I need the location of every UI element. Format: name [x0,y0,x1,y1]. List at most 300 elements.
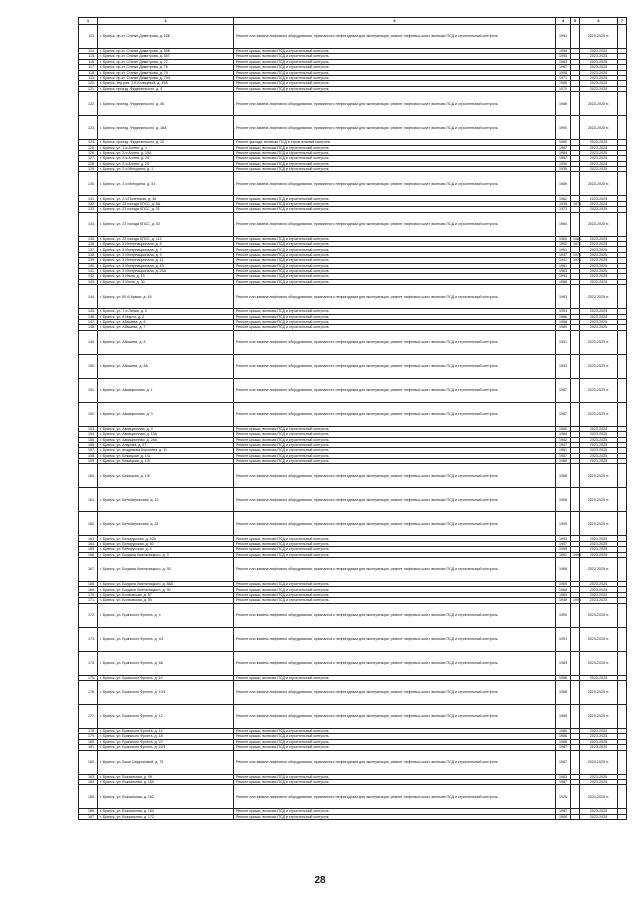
row-work-type: Ремонт или замена лифтового оборудования, признанного непригодным для эксплуатации, ремонт лифтовых шахт, включая ПСД и строительный контроль [234,680,556,704]
row-period: 2023-2025 [580,814,618,819]
row-year: 1968 [556,558,571,582]
row-year: 1987 [556,745,571,750]
table-body [79,25,627,820]
row-work-type: Ремонт крыши, включая ПСД и строительный контроль [234,274,556,279]
row-year: 1958 [556,70,571,75]
row-period: 2023-2025 [580,319,618,324]
row-period: 2023-2025 [580,582,618,587]
row-year: 1986 [556,734,571,739]
row-work-type: Ремонт или замена лифтового оборудования, признанного непригодным для эксплуатации, ремонт лифтовых шахт, включая ПСД и строительный контроль [234,785,556,809]
row-period: 2023-2025 [580,140,618,145]
row-year: 1989 [556,172,571,196]
row-address: г. Брянск, ул. Вокзальная, д. 164 [98,809,234,814]
row-year-extra [571,25,580,49]
row-period: 2023-2025 [580,745,618,750]
row-period: 2023-2025 [580,59,618,64]
row-address: г. Брянск, ул. Авиационная, д. 13А [98,432,234,437]
row-address: г. Брянск, ул. Вокзальная, д. 99 [98,774,234,779]
row-address: г. Брянск, ул. Вокзальная, д. 172 [98,814,234,819]
table-row [79,627,627,651]
row-period: 2023-2025 [580,258,618,263]
row-col7 [618,651,627,675]
row-period: 2023-2025 [580,536,618,541]
row-work-type: Ремонт крыши, включая ПСД и строительный контроль [234,201,556,206]
row-period: 2023-2025 [580,437,618,442]
row-work-type: Ремонт или замена лифтового оборудования, признанного непригодным для эксплуатации, ремонт лифтовых шахт, включая ПСД и строительный контроль [234,603,556,627]
row-year: 1967 [556,156,571,161]
row-address: г. Брянск, ул. Богдана Хмельницкого, д. 88А [98,582,234,587]
row-address: г. Брянск, ул. Брянского Фронта, д. 4/1 [98,627,234,651]
table-row [79,512,627,536]
table-row [79,402,627,426]
row-col7 [618,212,627,236]
row-work-type: Ремонт или замена лифтового оборудования, признанного непригодным для эксплуатации, ремонт лифтовых шахт, включая ПСД и строительный контроль [234,285,556,309]
row-address: г. Брянск, ул. 3 Интернационала, д. 7 [98,247,234,252]
row-work-type: Ремонт крыши, включая ПСД и строительный контроль [234,263,556,268]
row-period: 2023-2025 гг. [580,750,618,774]
row-year: 1982 [556,196,571,201]
row-address: г. Брянск, пр-кт. Станке Димитрова, д. 79 [98,70,234,75]
row-number: 146. [79,314,98,319]
row-year: 1950 [556,161,571,166]
row-address: г. Брянск, ул. Абашева, д. 7 [98,325,234,330]
row-year: 1986 [556,675,571,680]
row-address: г. Брянск, ул. Белобережская, д. 24 [98,512,234,536]
row-work-type: Ремонт крыши, включая ПСД и строительный контроль [234,145,556,150]
row-address: г. Брянск, ул. 3 Интернационала, д. 9 [98,252,234,257]
row-work-type: Ремонт крыши, включая ПСД и строительный контроль [234,309,556,314]
row-number: 119. [79,75,98,80]
row-period: 2023-2025 [580,592,618,597]
row-year: 1986 [556,739,571,744]
row-year-extra [571,558,580,582]
col-header-2: 2 [98,18,234,25]
row-col7 [618,354,627,378]
row-year: 1991 [556,25,571,49]
row-number: 174. [79,651,98,675]
row-work-type: Ремонт или замена лифтового оборудования, признанного непригодным для эксплуатации, ремонт лифтовых шахт, включая ПСД и строительный контроль [234,25,556,49]
row-address: г. Брянск, ул. Брянского Фронта, д. 22 [98,739,234,744]
row-work-type: Ремонт крыши, включая ПСД и строительный контроль [234,156,556,161]
row-work-type: Ремонт крыши, включая ПСД и строительный контроль [234,779,556,784]
col-header-3: 3 [234,18,556,25]
row-number: 121. [79,86,98,91]
row-work-type: Ремонт крыши, включая ПСД и строительный контроль [234,54,556,59]
row-year: 1973 [556,207,571,212]
row-period: 2023-2025 гг. [580,785,618,809]
row-address: г. Брянск, пр-кт. Станке Димитрова, д. 72 [98,59,234,64]
row-address: г. Брянск, пр-кт. Станке Димитрова, д. 55Г [98,54,234,59]
row-work-type: Ремонт крыши, включая ПСД и строительный контроль [234,432,556,437]
row-number: 134. [79,212,98,236]
row-period: 2023-2025 гг. [580,704,618,728]
row-number: 175. [79,675,98,680]
row-work-type: Ремонт крыши, включая ПСД и строительный контроль [234,150,556,155]
row-number: 148. [79,325,98,330]
table-row [79,116,627,140]
row-address: г. Брянск, ул. Болховская, д. 57 [98,592,234,597]
row-year: 1963 [556,59,571,64]
row-year: 1969 [556,582,571,587]
row-period: 2023-2025 [580,207,618,212]
row-address: г. Брянск, ул. Абашева, д. 6 [98,319,234,324]
row-col7 [618,378,627,402]
row-number: 158. [79,453,98,458]
row-work-type: Ремонт крыши, включая ПСД и строительный контроль [234,49,556,54]
row-year: 1976 [556,785,571,809]
row-year-extra: 1974 [571,258,580,263]
table-row [79,25,627,49]
row-col7 [618,402,627,426]
row-year: 1986 [556,81,571,86]
row-address: г. Брянск, ул. Богдана Хмельницкого, д. 3 [98,552,234,557]
row-number: 153. [79,426,98,431]
row-col7 [618,25,627,49]
row-period: 2023-2025 [580,432,618,437]
row-period: 2023-2025 [580,739,618,744]
row-period: 2023-2025 гг. [580,651,618,675]
row-address: г. Брянск, ул. Брянского Фронта, д. 12 [98,704,234,728]
row-year: 1980 [556,814,571,819]
row-address: г. Брянск, ул. 2-я Почепская, д. 36 [98,196,234,201]
row-year: 1986 [556,728,571,733]
row-period: 2023-2025 [580,547,618,552]
row-work-type: Ремонт или замена лифтового оборудования, признанного непригодным для эксплуатации, ремонт лифтовых шахт, включая ПСД и строительный контроль [234,750,556,774]
row-period: 2023-2025 [580,448,618,453]
row-year-extra: 1995 [571,598,580,603]
table-row [79,378,627,402]
row-work-type: Ремонт крыши, включая ПСД и строительный контроль [234,252,556,257]
row-address: г. Брянск, ул. Азарова, д. 57 [98,442,234,447]
row-number: 178. [79,728,98,733]
row-period: 2023-2025 гг. [580,378,618,402]
row-year: 1996 [556,488,571,512]
table-row [79,172,627,196]
row-address: г. Брянск, проезд. Федюнинского, д. 4Б [98,92,234,116]
row-number: 136. [79,242,98,247]
work-plan-table [78,17,626,820]
row-work-type: Ремонт крыши, включая ПСД и строительный контроль [234,279,556,284]
row-year: 1948 [556,598,571,603]
row-year-extra [571,354,580,378]
row-period: 2023-2025 [580,598,618,603]
row-address: г. Брянск, ул. 22 съезда КПСС, д. 112 [98,236,234,241]
row-year: 1987 [556,750,571,774]
row-year: 1963 [556,268,571,273]
row-number: 161. [79,488,98,512]
row-number: 141. [79,268,98,273]
row-year-extra [571,488,580,512]
row-period: 2023-2025 [580,167,618,172]
row-work-type: Ремонт крыши, включая ПСД и строительный контроль [234,325,556,330]
row-number: 157. [79,448,98,453]
row-number: 182. [79,750,98,774]
row-period: 2023-2025 гг. [580,558,618,582]
row-period: 2023-2025 [580,201,618,206]
row-work-type: Ремонт крыши, включая ПСД и строительный контроль [234,319,556,324]
row-col7 [618,464,627,488]
row-number: 145. [79,309,98,314]
row-number: 137. [79,247,98,252]
row-year-extra [571,212,580,236]
row-year: 1986 [556,319,571,324]
row-address: г. Брянск, ул. Вокзальная, д. 162 [98,785,234,809]
row-period: 2023-2025 [580,161,618,166]
row-number: 143. [79,279,98,284]
row-number: 117. [79,65,98,70]
row-year: 1995 [556,49,571,54]
row-address: г. Брянск, ул. 3 Интернационала, д. 5 [98,242,234,247]
row-work-type: Ремонт крыши, включая ПСД и строительный контроль [234,552,556,557]
row-year-extra [571,116,580,140]
row-period: 2023-2025 [580,774,618,779]
col-header-7: 7 [618,18,627,25]
row-col7 [618,92,627,116]
row-year: 1951 [556,247,571,252]
row-work-type: Ремонт или замена лифтового оборудования, признанного непригодным для эксплуатации, ремонт лифтовых шахт, включая ПСД и строительный контроль [234,212,556,236]
row-year: 1995 [556,547,571,552]
row-period: 2023-2025 [580,65,618,70]
row-year: 1987 [556,809,571,814]
row-work-type: Ремонт крыши, включая ПСД и строительный контроль [234,598,556,603]
row-work-type: Ремонт или замена лифтового оборудования, признанного непригодным для эксплуатации, ремонт лифтовых шахт, включая ПСД и строительный контроль [234,330,556,354]
row-col7 [618,488,627,512]
table-row [79,92,627,116]
row-year-extra [571,285,580,309]
row-year: 1987 [556,378,571,402]
row-year-extra: 1993 [571,552,580,557]
row-address: г. Брянск, ул. Богдана Хмельницкого, д. 90 [98,587,234,592]
row-year: 1984 [556,212,571,236]
row-address: г. Брянск, ул. 7-я Линия, д. 3 [98,309,234,314]
row-year-extra [571,680,580,704]
row-period: 2023-2025 [580,314,618,319]
row-work-type: Ремонт крыши, включая ПСД и строительный контроль [234,258,556,263]
row-number: 123. [79,116,98,140]
row-year-extra [571,92,580,116]
row-year: 1988 [556,680,571,704]
row-address: г. Брянск, ул. 22 съезда КПСС, д. 53 [98,212,234,236]
row-period: 2023-2025 [580,86,618,91]
row-period: 2023-2025 гг. [580,627,618,651]
col-header-1: 1 [79,18,98,25]
row-year-extra [571,603,580,627]
row-year: 1952 [556,242,571,247]
row-period: 2023-2025 [580,442,618,447]
row-address: г. Брянск, ул. Брянского Фронта, д. 14 [98,728,234,733]
col-header-4: 4 [556,18,571,25]
table-row [79,354,627,378]
row-work-type: Ремонт или замена лифтового оборудования, признанного непригодным для эксплуатации, ремонт лифтовых шахт, включая ПСД и строительный контроль [234,558,556,582]
row-work-type: Ремонт крыши, включая ПСД и строительный контроль [234,728,556,733]
row-work-type: Ремонт крыши, включая ПСД и строительный контроль [234,242,556,247]
row-number: 169. [79,587,98,592]
row-work-type: Ремонт или замена лифтового оборудования, признанного непригодным для эксплуатации, ремонт лифтовых шахт, включая ПСД и строительный контроль [234,378,556,402]
row-address: г. Брянск, ул. 50-й Армии, д. 16 [98,285,234,309]
row-year: 1984 [556,432,571,437]
row-number: 144. [79,285,98,309]
row-address: г. Брянск, ул. Белобережская, д. 23 [98,488,234,512]
row-period: 2023-2025 гг. [580,680,618,704]
row-period: 2023-2025 гг. [580,285,618,309]
table-row [79,285,627,309]
row-col7 [618,814,627,819]
row-year-extra [571,378,580,402]
row-year: 1984 [556,150,571,155]
row-work-type: Ремонт крыши, включая ПСД и строительный контроль [234,161,556,166]
row-number: 180. [79,739,98,744]
row-address: г. Брянск, ул. 1-я Аллея, д. 1 [98,145,234,150]
row-year: 1947 [556,258,571,263]
row-period: 2023-2025 [580,779,618,784]
row-address: г. Брянск, ул. 3 Июля, д. 13 [98,274,234,279]
row-number: 159. [79,459,98,464]
row-work-type: Ремонт крыши, включая ПСД и строительный контроль [234,809,556,814]
row-year-extra [571,627,580,651]
row-work-type: Ремонт крыши, включая ПСД и строительный контроль [234,86,556,91]
row-address: г. Брянск, ул. 2-я Мичурина, д. 31 [98,172,234,196]
table-row [79,603,627,627]
row-address: г. Брянск, ул. Абашева, д. 8А [98,354,234,378]
row-number: 156. [79,442,98,447]
row-period: 2023-2025 [580,675,618,680]
page-number: 28 [314,875,326,886]
row-year: 1986 [556,314,571,319]
row-address: г. Брянск, ул. Вали Сафроновой, д. 75 [98,750,234,774]
row-number: 125. [79,145,98,150]
row-col7 [618,627,627,651]
row-number: 142. [79,274,98,279]
row-work-type: Ремонт или замена лифтового оборудования, признанного непригодным для эксплуатации, ремонт лифтовых шахт, включая ПСД и строительный контроль [234,116,556,140]
row-address: г. Брянск, ул. Белорусская, д. 50 [98,541,234,546]
row-number: 155. [79,437,98,442]
row-number: 173. [79,627,98,651]
row-year: 1967 [556,65,571,70]
row-work-type: Ремонт крыши, включая ПСД и строительный контроль [234,207,556,212]
row-work-type: Ремонт крыши, включая ПСД и строительный контроль [234,426,556,431]
row-period: 2023-2025 [580,242,618,247]
row-period: 2023-2025 [580,809,618,814]
row-period: 2023-2025 гг. [580,603,618,627]
row-period: 2023-2025 гг. [580,116,618,140]
row-number: 168. [79,582,98,587]
row-work-type: Ремонт или замена лифтового оборудования, признанного непригодным для эксплуатации, ремонт лифтовых шахт, включая ПСД и строительный контроль [234,354,556,378]
table-row [79,750,627,774]
row-period: 2023-2025 [580,150,618,155]
row-period: 2023-2025 [580,81,618,86]
row-number: 128. [79,161,98,166]
row-address: г. Брянск, проезд. Федюнинского, д. 4 [98,86,234,91]
row-number: 130. [79,172,98,196]
row-period: 2023-2025 [580,196,618,201]
row-address: г. Брянск, ул. Белорусская, д. 42А [98,536,234,541]
row-period: 2023-2025 [580,54,618,59]
row-year-extra [571,464,580,488]
row-number: 149. [79,330,98,354]
row-year: 1980 [556,140,571,145]
row-number: 167. [79,558,98,582]
row-work-type: Ремонт крыши, включая ПСД и строительный контроль [234,75,556,80]
row-year: 1988 [556,459,571,464]
row-address: г. Брянск, тер-рия. 2-й Кольцевой, д. 15А [98,81,234,86]
row-number: 138. [79,252,98,257]
row-year-extra [571,750,580,774]
row-period: 2023-2025 [580,541,618,546]
row-number: 164. [79,541,98,546]
row-address: г. Брянск, пр-кт. Станке Димитрова, д. 53Б [98,25,234,49]
row-year: 1991 [556,274,571,279]
row-col7 [618,680,627,704]
row-year: 1957 [556,541,571,546]
row-number: 181. [79,745,98,750]
row-address: г. Брянск, пр-кт. Станке Димитрова, д. 55Б [98,49,234,54]
row-year: 1989 [556,704,571,728]
row-work-type: Ремонт крыши, включая ПСД и строительный контроль [234,734,556,739]
table-row [79,464,627,488]
row-col7 [618,750,627,774]
row-work-type: Ремонт крыши, включая ПСД и строительный контроль [234,774,556,779]
row-year: 1982 [556,437,571,442]
row-work-type: Ремонт крыши, включая ПСД и строительный контроль [234,247,556,252]
row-address: г. Брянск, проезд. Федюнинского, д. 20 [98,140,234,145]
row-address: г. Брянск, ул. 3 Июля, д. 30 [98,279,234,284]
row-number: 151. [79,378,98,402]
row-number: 147. [79,319,98,324]
row-number: 135. [79,236,98,241]
row-year: 1957 [556,453,571,458]
row-address: г. Брянск, ул. Бежицкая, д. 1/3 [98,453,234,458]
row-work-type: Ремонт крыши, включая ПСД и строительный контроль [234,442,556,447]
row-period: 2023-2025 гг. [580,172,618,196]
row-year: 1983 [556,285,571,309]
row-work-type: Ремонт или замена лифтового оборудования, признанного непригодным для эксплуатации, ремонт лифтовых шахт, включая ПСД и строительный контроль [234,464,556,488]
row-address: г. Брянск, ул. 3 Интернационала, д. 25А [98,268,234,273]
row-period: 2023-2025 [580,728,618,733]
row-year-extra: 1975 [571,201,580,206]
row-address: г. Брянск, ул. Брянского Фронта, д. 6А [98,651,234,675]
table-row [79,651,627,675]
col-header-6: 6 [580,18,618,25]
row-col7 [618,330,627,354]
table-row [79,212,627,236]
row-number: 177. [79,704,98,728]
row-year: 1994 [556,309,571,314]
row-work-type: Ремонт крыши, включая ПСД и строительный контроль [234,675,556,680]
row-work-type: Ремонт крыши, включая ПСД и строительный контроль [234,592,556,597]
row-number: 114. [79,49,98,54]
row-period: 2023-2025 [580,263,618,268]
col-header-5: 5 [571,18,580,25]
row-number: 162. [79,512,98,536]
row-year: 1987 [556,779,571,784]
row-address: г. Брянск, ул. 22 съезда КПСС, д. 8А [98,201,234,206]
row-year: 1960 [556,236,571,241]
row-number: 171. [79,598,98,603]
row-address: г. Брянск, ул. Брянского Фронта, д. 18 [98,734,234,739]
table-row [79,558,627,582]
row-address: г. Брянск, ул. Брянского Фронта, д. 4 [98,603,234,627]
row-period: 2023-2025 гг. [580,464,618,488]
row-year: 1961 [556,448,571,453]
row-period: 2023-2025 [580,49,618,54]
row-number: 118. [79,70,98,75]
row-year-extra [571,814,580,819]
table-row [79,785,627,809]
row-work-type: Ремонт крыши, включая ПСД и строительный контроль [234,167,556,172]
row-work-type: Ремонт или замена лифтового оборудования, признанного непригодным для эксплуатации, ремонт лифтовых шахт, включая ПСД и строительный контроль [234,704,556,728]
row-col7 [618,704,627,728]
row-year: 1990 [556,603,571,627]
